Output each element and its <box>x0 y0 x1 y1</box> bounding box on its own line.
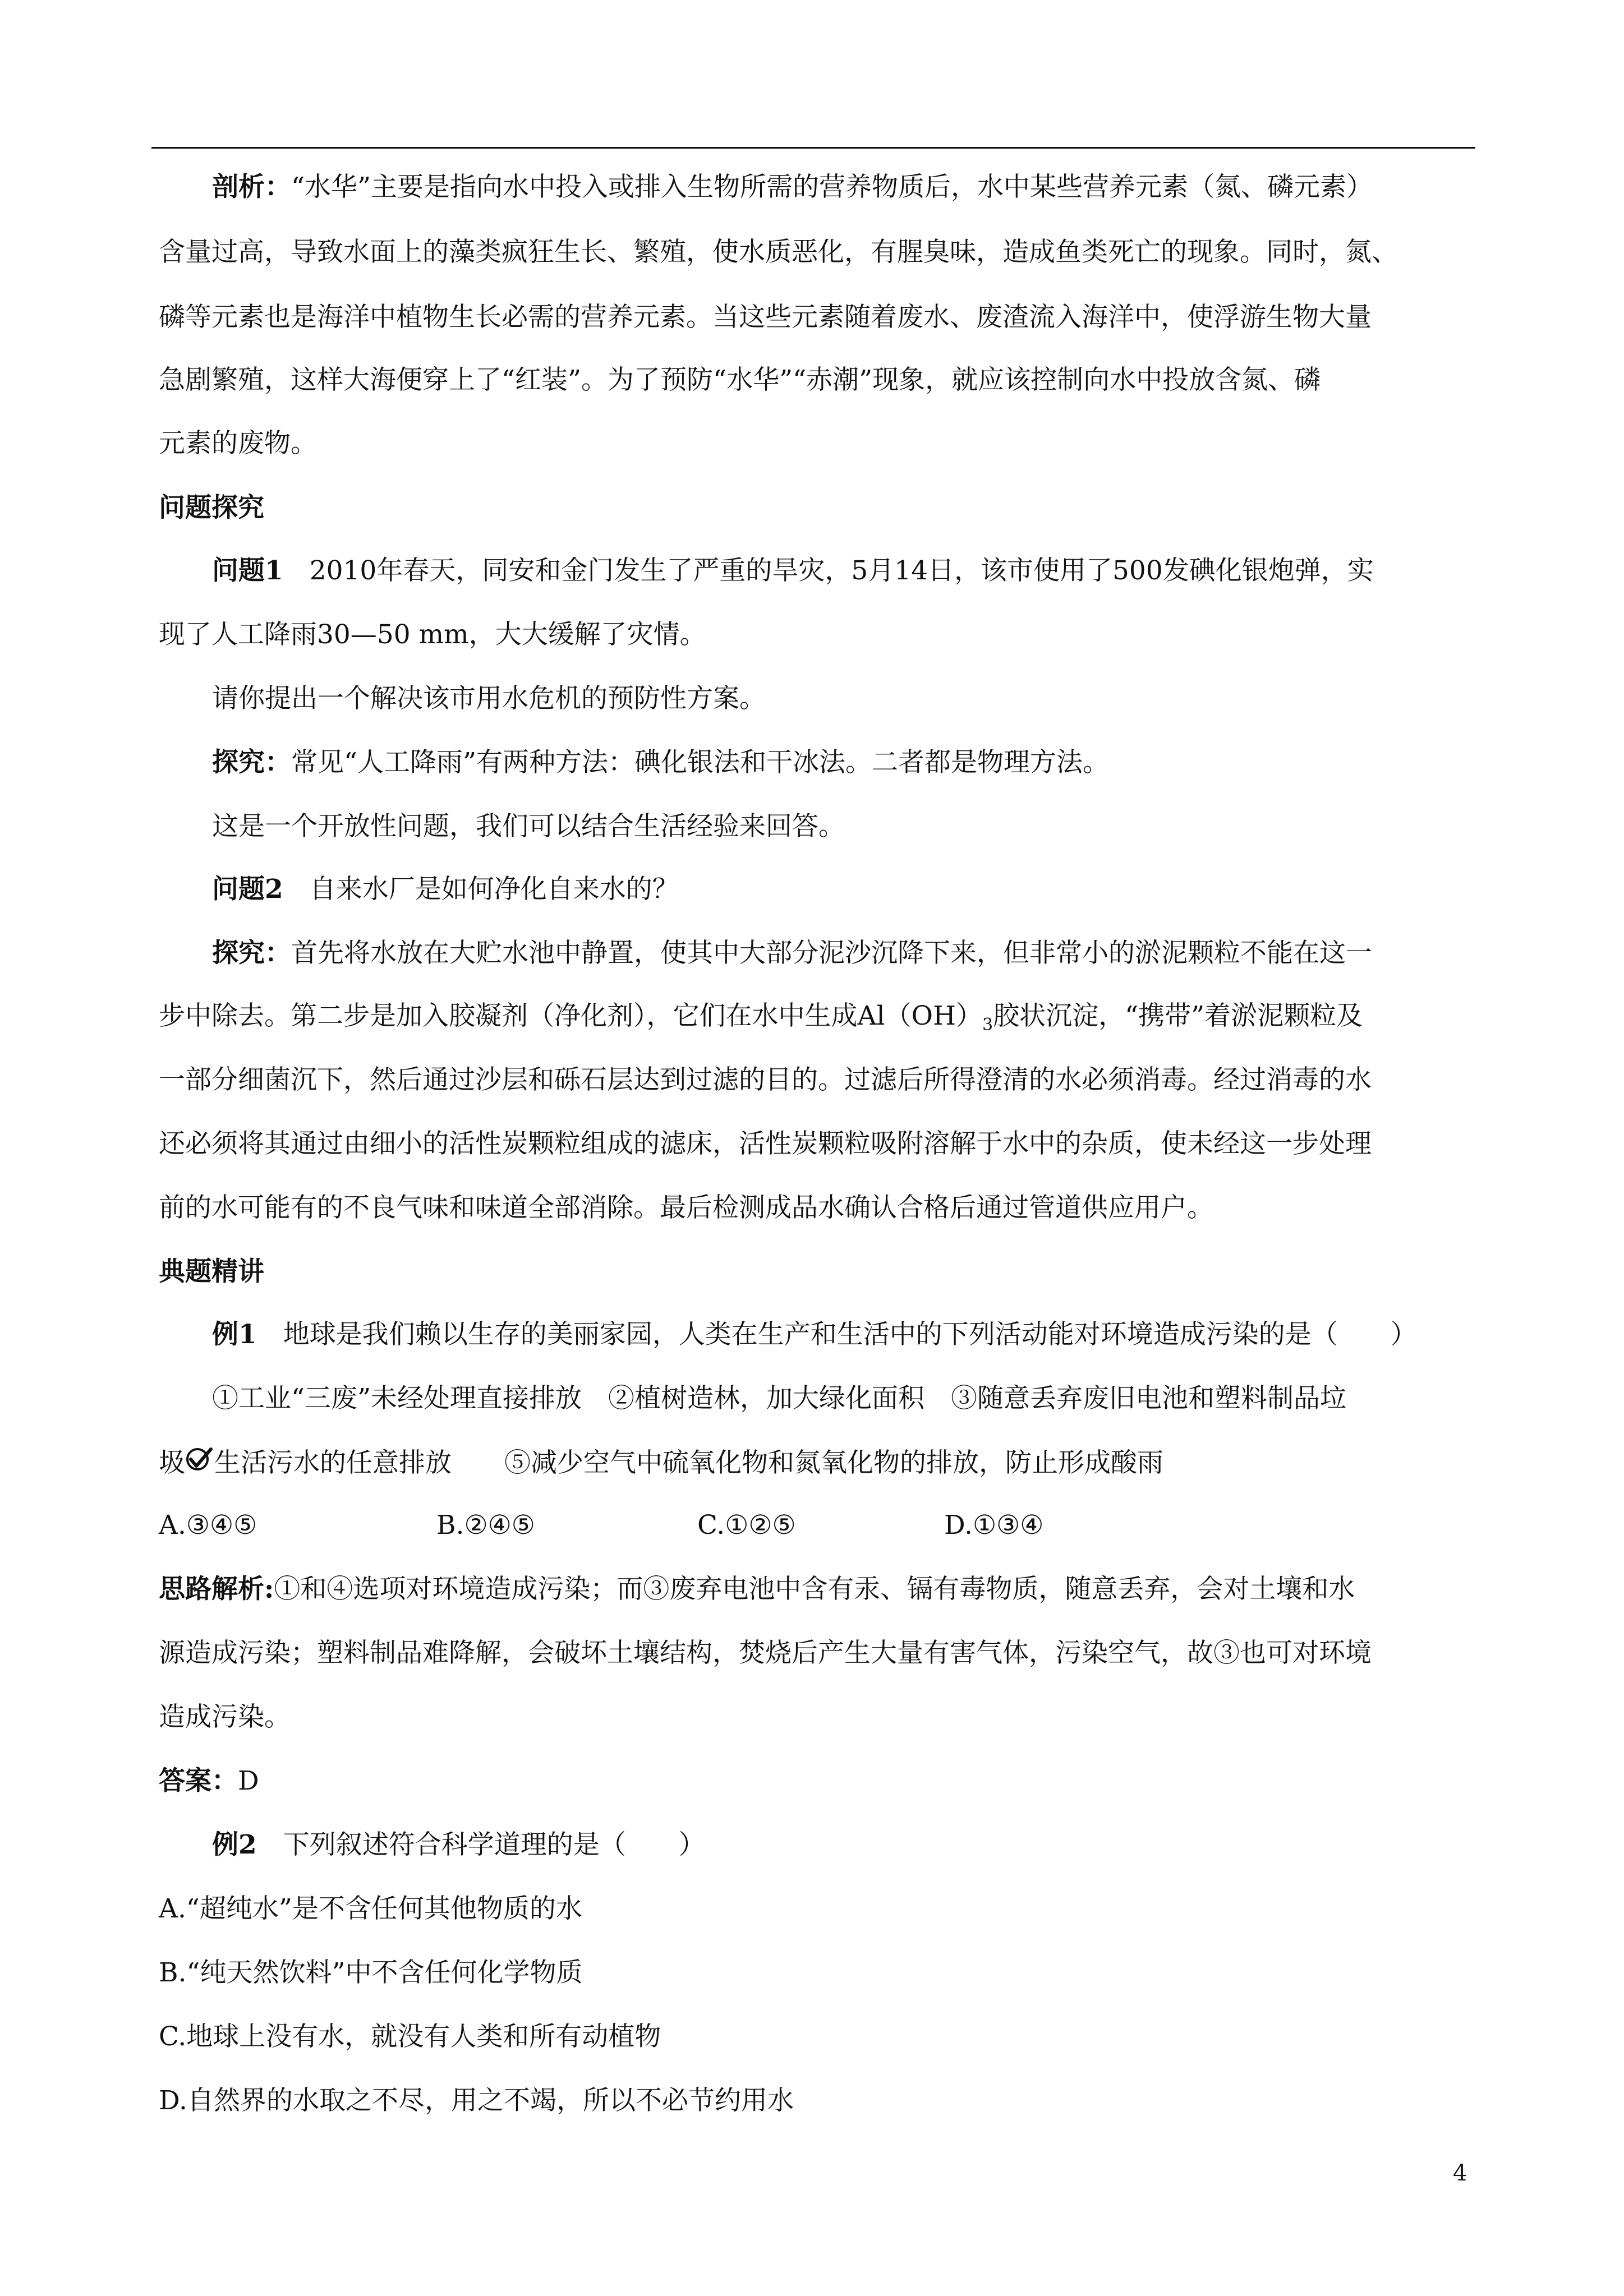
example-1-solution: 思路解析:①和④选项对环境造成污染；而③废弃电池中含有汞、镉有毒物质，随意丢弃，会对土壤和水 <box>159 1574 1355 1605</box>
analysis-line: 含量过高，导致水面上的藻类疯狂生长、繁殖，使水质恶化，有腥臭味，造成鱼类死亡的现象。同时，氮、 <box>159 237 1398 268</box>
page-number: 4 <box>1453 2160 1467 2186</box>
analysis-line: 剖析：“水华”主要是指向水中投入或排入生物所需的营养物质后，水中某些营养元素（氮、磷元素） <box>212 172 1373 202</box>
example-1-items: ①工业“三废”未经处理直接排放 ②植树造林，加大绿化面积 ③随意丢弃废旧电池和塑料制品垃 <box>212 1383 1347 1414</box>
analysis-label: 剖析： <box>212 172 291 202</box>
option-b: B.“纯天然饮料”中不含任何化学物质 <box>159 1957 583 1988</box>
question-2-line: 还必须将其通过由细小的活性炭颗粒组成的滤床，活性炭颗粒吸附溶解于水中的杂质，使未经这一步处理 <box>159 1128 1372 1159</box>
option-d: D.①③④ <box>944 1510 1044 1541</box>
question-1: 问题1 2010年春天，同安和金门发生了严重的旱灾，5月14日，该市使用了500发碘化银炮弹，实 <box>212 555 1374 586</box>
example-1-stem: 例1 地球是我们赖以生存的美丽家园，人类在生产和生活中的下列活动能对环境造成污染的是（ ） <box>212 1319 1417 1350</box>
question-2-line: 前的水可能有的不良气味和味道全部消除。最后检测成品水确认合格后通过管道供应用户。 <box>159 1192 1213 1223</box>
question-2-explore: 探究：首先将水放在大贮水池中静置，使其中大部分泥沙沉降下来，但非常小的淤泥颗粒不能在这一 <box>212 938 1372 969</box>
example-1-items: 圾 生活污水的任意排放 ⑤减少空气中硫氧化物和氮氧化物的排放，防止形成酸雨 <box>159 1446 1163 1480</box>
option-d: D.自然界的水取之不尽，用之不竭，所以不必节约用水 <box>159 2085 794 2116</box>
example-2-stem: 例2 下列叙述符合科学道理的是（ ） <box>212 1829 705 1860</box>
question-1-line: 现了人工降雨30—50 mm，大大缓解了灾情。 <box>159 619 706 650</box>
option-b: B.②④⑤ <box>436 1510 535 1541</box>
section-heading-explore: 问题探究 <box>159 492 264 523</box>
option-c: C.①②⑤ <box>697 1510 796 1541</box>
header-rule <box>151 147 1475 149</box>
question-2: 问题2 自来水厂是如何净化自来水的？ <box>212 874 679 905</box>
section-heading-examples: 典题精讲 <box>159 1256 264 1287</box>
question-1-prompt: 请你提出一个解决该市用水危机的预防性方案。 <box>212 683 766 714</box>
analysis-line: 急剧繁殖，这样大海便穿上了“红装”。为了预防“水华”“赤潮”现象，就应该控制向水中投放含氮、磷 <box>159 365 1321 395</box>
check-mark-icon <box>185 1446 214 1480</box>
question-1-note: 这是一个开放性问题，我们可以结合生活经验来回答。 <box>212 811 845 842</box>
question-1-explore: 探究：常见“人工降雨”有两种方法：碘化银法和干冰法。二者都是物理方法。 <box>212 747 1110 778</box>
option-a: A.③④⑤ <box>159 1510 257 1541</box>
option-c: C.地球上没有水，就没有人类和所有动植物 <box>159 2021 661 2052</box>
example-1-solution-line: 源造成污染；塑料制品难降解，会破坏土壤结构，焚烧后产生大量有害气体，污染空气，故③也可对环境 <box>159 1638 1372 1668</box>
option-a: A.“超纯水”是不含任何其他物质的水 <box>159 1893 582 1924</box>
question-2-line: 一部分细菌沉下，然后通过沙层和砾石层达到过滤的目的。过滤后所得澄清的水必须消毒。经过消毒的水 <box>159 1064 1372 1095</box>
example-1-options <box>159 1509 1483 1542</box>
question-2-line: 步中除去。第二步是加入胶凝剂（净化剂），它们在水中生成$Al(OH)_3$胶状沉淀，“携带”着淤泥颗粒及 <box>159 1001 1363 1035</box>
analysis-line: 元素的废物。 <box>159 428 317 459</box>
example-1-answer: 答案：D <box>159 1765 259 1796</box>
analysis-line: 磷等元素也是海洋中植物生长必需的营养元素。当这些元素随着废水、废渣流入海洋中，使浮游生物大量 <box>159 302 1372 333</box>
example-1-solution-line: 造成污染。 <box>159 1702 291 1732</box>
